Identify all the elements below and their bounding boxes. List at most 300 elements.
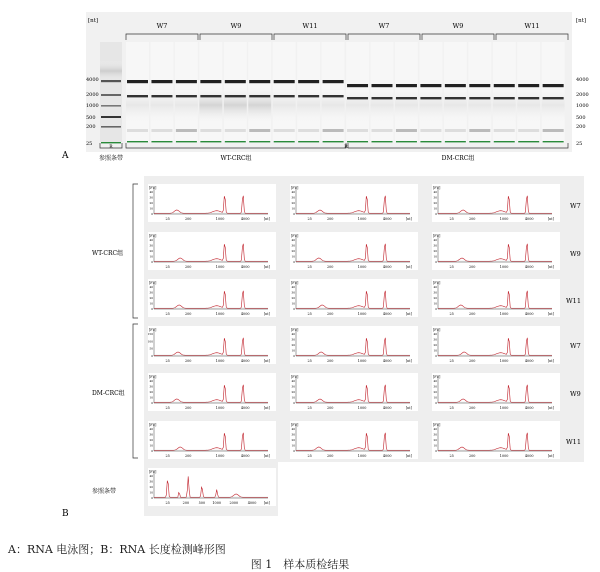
x-tick-label: 25 xyxy=(165,312,170,316)
panel-b-brackets xyxy=(133,184,138,458)
x-tick-label: 4000 xyxy=(524,312,534,316)
band-low xyxy=(543,129,564,132)
band-28s xyxy=(151,80,172,83)
y-tick-label: 30 xyxy=(433,290,437,295)
x-tick-label: 4000 xyxy=(382,312,392,316)
electropherogram-panel xyxy=(432,279,560,317)
electropherogram-panel xyxy=(432,421,560,459)
band-low xyxy=(396,129,417,132)
panel-b-ref-label: 参照条带 xyxy=(92,488,117,495)
y-tick-label: 40 xyxy=(433,238,437,242)
ladder-label-4000: 4000 xyxy=(86,77,99,83)
band-low xyxy=(469,129,490,132)
x-unit-label: [nt] xyxy=(548,359,554,363)
x-tick-label: 1000 xyxy=(499,217,509,221)
x-tick-label: 1000 xyxy=(499,265,509,269)
week-label-w7-dm: W7 xyxy=(378,22,390,30)
ladder-label-2000-right: 2000 xyxy=(576,92,589,98)
y-tick-label: 20 xyxy=(149,390,153,394)
y-tick-label: 30 xyxy=(149,432,153,437)
band-28s xyxy=(445,84,466,87)
band-marker xyxy=(396,141,417,142)
y-tick-label: 20 xyxy=(433,201,437,205)
band-28s xyxy=(518,84,539,87)
band-28s xyxy=(249,80,270,83)
x-tick-label: 25 xyxy=(449,265,454,269)
y-unit-label: [FU] xyxy=(149,234,157,238)
x-tick-label: 1000 xyxy=(499,359,509,363)
electropherogram-panel xyxy=(290,326,418,364)
y-unit-label: [FU] xyxy=(433,423,441,427)
panel-a-letter: A xyxy=(62,151,69,161)
y-tick-label: 30 xyxy=(433,195,437,200)
y-tick-label: 20 xyxy=(433,249,437,253)
x-tick-label: 1000 xyxy=(215,217,225,221)
x-tick-label: 25 xyxy=(449,406,454,410)
band-28s xyxy=(494,84,515,87)
y-tick-label: 20 xyxy=(433,343,437,347)
panel-b xyxy=(62,176,584,519)
figure-title: 图 1 样本质检结果 xyxy=(250,558,350,571)
week-label-w11-dm: W11 xyxy=(524,22,540,30)
y-tick-label: 30 xyxy=(291,290,295,295)
x-tick-label: 200 xyxy=(326,265,334,269)
y-unit-label: [FU] xyxy=(433,186,441,190)
band-low xyxy=(372,129,393,132)
x-tick-label: 25 xyxy=(449,312,454,316)
y-tick-label: 10 xyxy=(433,254,437,259)
x-unit-label: [nt] xyxy=(406,265,412,269)
x-tick-label: 25 xyxy=(307,406,312,410)
ladder-label-25: 25 xyxy=(86,141,93,147)
band-28s xyxy=(323,80,344,83)
x-tick-label: 25 xyxy=(165,217,170,221)
band-18s xyxy=(494,97,515,99)
x-tick-label: 1000 xyxy=(499,406,509,410)
gel-lane-sample xyxy=(468,42,491,142)
x-tick-label: 200 xyxy=(326,312,334,316)
band-18s xyxy=(127,95,148,97)
band-low xyxy=(225,129,246,132)
y-tick-label: 10 xyxy=(291,395,295,400)
x-tick-label: 4000 xyxy=(382,406,392,410)
week-label-w9-wt: W9 xyxy=(230,22,242,30)
y-tick-label: 20 xyxy=(291,201,295,205)
band-18s xyxy=(445,97,466,99)
y-unit-label: [FU] xyxy=(433,234,441,238)
gel-lane-sample xyxy=(199,42,222,142)
band-28s xyxy=(127,80,148,83)
band-marker xyxy=(274,141,295,142)
x-tick-label: 1000 xyxy=(499,312,509,316)
y-tick-label: 40 xyxy=(433,379,437,383)
y-tick-label: 40 xyxy=(433,190,437,194)
x-tick-label: 25 xyxy=(165,501,170,505)
band-marker xyxy=(494,141,515,142)
y-tick-label: 40 xyxy=(291,379,295,383)
x-tick-label: 1000 xyxy=(357,454,367,458)
y-tick-label: 20 xyxy=(149,438,153,442)
x-tick-label: 1000 xyxy=(357,217,367,221)
band-18s xyxy=(372,97,393,99)
y-tick-label: 40 xyxy=(291,332,295,336)
x-tick-label: 200 xyxy=(468,359,476,363)
x-tick-label: 4000 xyxy=(382,454,392,458)
bracket-b-wt xyxy=(133,184,138,318)
ladder-label-1000-right: 1000 xyxy=(576,103,589,109)
band-marker xyxy=(323,141,344,142)
y-tick-label: 10 xyxy=(149,490,153,495)
band-marker xyxy=(469,141,490,142)
panel-b-group-wt: WT-CRC组 xyxy=(92,250,124,257)
x-tick-label: 4000 xyxy=(240,265,250,269)
y-tick-label: 10 xyxy=(149,301,153,306)
y-tick-label: 40 xyxy=(433,332,437,336)
x-tick-label: 1000 xyxy=(357,406,367,410)
electropherogram-panel xyxy=(290,184,418,222)
band-marker xyxy=(372,141,393,142)
y-tick-label: 100 xyxy=(147,339,153,344)
electropherogram-panel xyxy=(148,184,276,222)
x-tick-label: 200 xyxy=(468,454,476,458)
week-label-w7-wt: W7 xyxy=(156,22,168,30)
x-tick-label: 4000 xyxy=(524,265,534,269)
x-unit-label: [nt] xyxy=(548,312,554,316)
x-tick-label: 200 xyxy=(326,359,334,363)
y-tick-label: 20 xyxy=(291,438,295,442)
y-tick-label: 0 xyxy=(435,212,437,216)
band-marker xyxy=(225,141,246,142)
y-tick-label: 30 xyxy=(149,195,153,200)
gel-lane-sample xyxy=(175,42,198,142)
band-18s xyxy=(225,95,246,97)
y-tick-label: 0 xyxy=(151,307,153,311)
x-tick-label: 1000 xyxy=(215,406,225,410)
y-tick-label: 30 xyxy=(433,337,437,342)
y-tick-label: 10 xyxy=(291,348,295,353)
gel-lane-sample xyxy=(150,42,173,142)
band-low xyxy=(494,129,515,132)
electropherogram-panel xyxy=(432,326,560,364)
y-tick-label: 30 xyxy=(149,479,153,484)
band-marker xyxy=(445,141,466,142)
x-tick-label: 200 xyxy=(468,406,476,410)
electropherogram-panel xyxy=(432,184,560,222)
band-low xyxy=(151,129,172,132)
row-label-w7-dm: W7 xyxy=(570,342,581,350)
x-tick-label: 1000 xyxy=(215,265,225,269)
band-marker xyxy=(518,141,539,142)
ladder-band xyxy=(101,126,121,128)
x-tick-label: 1000 xyxy=(357,265,367,269)
x-tick-label: 200 xyxy=(468,217,476,221)
electropherogram-panel xyxy=(148,232,276,270)
x-tick-label: 200 xyxy=(326,406,334,410)
band-low xyxy=(298,129,319,132)
x-tick-label: 1000 xyxy=(357,312,367,316)
y-tick-label: 40 xyxy=(149,474,153,478)
ref-lane-label: 参照条带 xyxy=(98,155,124,162)
ladder-label-500-right: 500 xyxy=(576,115,586,121)
y-tick-label: 10 xyxy=(433,206,437,211)
y-tick-label: 10 xyxy=(433,301,437,306)
y-unit-label: [FU] xyxy=(433,328,441,332)
y-tick-label: 0 xyxy=(435,260,437,264)
panel-b-group-dm: DM-CRC组 xyxy=(92,390,125,397)
gel-lane-sample xyxy=(395,42,418,142)
y-tick-label: 50 xyxy=(149,346,153,351)
y-tick-label: 10 xyxy=(291,206,295,211)
y-tick-label: 0 xyxy=(293,307,295,311)
x-tick-label: 500 xyxy=(198,501,206,505)
gel-lane-sample xyxy=(371,42,394,142)
x-tick-label: 4000 xyxy=(240,312,250,316)
gel-lane-sample xyxy=(126,42,149,142)
y-tick-label: 10 xyxy=(433,348,437,353)
x-tick-label: 1000 xyxy=(215,359,225,363)
band-18s xyxy=(469,97,490,99)
y-tick-label: 0 xyxy=(293,354,295,358)
x-tick-label: 4000 xyxy=(524,359,534,363)
y-tick-label: 40 xyxy=(149,285,153,289)
gel-lane-sample xyxy=(273,42,296,142)
x-tick-label: 25 xyxy=(165,454,170,458)
x-unit-label: [nt] xyxy=(264,359,270,363)
row-label-w9-dm: W9 xyxy=(570,390,581,398)
band-low xyxy=(274,129,295,132)
band-low xyxy=(127,129,148,132)
ladder-label-4000-right: 4000 xyxy=(576,77,589,83)
gel-lane-sample xyxy=(444,42,467,142)
band-marker xyxy=(151,141,172,142)
y-tick-label: 20 xyxy=(149,296,153,300)
y-unit-label: [FU] xyxy=(149,470,157,474)
x-tick-label: 25 xyxy=(449,359,454,363)
band-marker xyxy=(420,141,441,142)
y-tick-label: 30 xyxy=(149,243,153,248)
ladder-label-200-right: 200 xyxy=(576,124,586,130)
y-tick-label: 0 xyxy=(293,449,295,453)
y-unit-label: [FU] xyxy=(291,423,299,427)
electropherogram-grid xyxy=(148,184,560,506)
band-marker xyxy=(249,141,270,142)
x-tick-label: 25 xyxy=(449,217,454,221)
y-tick-label: 0 xyxy=(151,401,153,405)
y-tick-label: 20 xyxy=(433,296,437,300)
band-18s xyxy=(151,95,172,97)
y-tick-label: 20 xyxy=(149,485,153,489)
y-tick-label: 20 xyxy=(291,249,295,253)
electropherogram-panel xyxy=(148,279,276,317)
band-low xyxy=(200,129,221,132)
y-tick-label: 30 xyxy=(291,337,295,342)
band-28s xyxy=(176,80,197,83)
ladder-label-25-right: 25 xyxy=(576,141,583,147)
panel-a-unit-left: [nt] xyxy=(88,18,99,24)
gel-lane-ref xyxy=(100,42,122,143)
band-marker xyxy=(176,141,197,142)
x-tick-label: 200 xyxy=(468,312,476,316)
y-unit-label: [FU] xyxy=(291,281,299,285)
y-tick-label: 30 xyxy=(433,243,437,248)
y-tick-label: 0 xyxy=(151,212,153,216)
band-28s xyxy=(469,84,490,87)
gel-lane-sample xyxy=(322,42,345,142)
x-tick-label: 4000 xyxy=(524,406,534,410)
y-tick-label: 0 xyxy=(151,260,153,264)
x-unit-label: [nt] xyxy=(264,217,270,221)
y-tick-label: 0 xyxy=(151,354,153,358)
x-tick-label: 4000 xyxy=(240,406,250,410)
ladder-band xyxy=(101,94,121,96)
band-marker xyxy=(298,141,319,142)
y-tick-label: 40 xyxy=(291,190,295,194)
x-unit-label: [nt] xyxy=(264,454,270,458)
band-28s xyxy=(225,80,246,83)
y-unit-label: [FU] xyxy=(149,186,157,190)
row-label-w9-wt: W9 xyxy=(570,250,581,258)
x-unit-label: [nt] xyxy=(264,406,270,410)
y-tick-label: 10 xyxy=(149,395,153,400)
week-label-w11-wt: W11 xyxy=(302,22,318,30)
band-18s xyxy=(176,95,197,97)
x-tick-label: 4000 xyxy=(382,359,392,363)
y-tick-label: 0 xyxy=(435,449,437,453)
x-tick-label: 4000 xyxy=(524,454,534,458)
x-tick-label: 1000 xyxy=(215,312,225,316)
y-tick-label: 10 xyxy=(291,254,295,259)
band-28s xyxy=(396,84,417,87)
x-tick-label: 25 xyxy=(165,359,170,363)
y-tick-label: 20 xyxy=(291,390,295,394)
ladder-label-500: 500 xyxy=(86,115,96,121)
panel-b-letter: B xyxy=(62,509,69,519)
ladder-labels-right xyxy=(576,77,589,147)
y-tick-label: 20 xyxy=(433,438,437,442)
band-18s xyxy=(518,97,539,99)
x-tick-label: 25 xyxy=(307,312,312,316)
y-unit-label: [FU] xyxy=(149,375,157,379)
ladder-label-200: 200 xyxy=(86,124,96,130)
band-28s xyxy=(420,84,441,87)
y-tick-label: 40 xyxy=(149,190,153,194)
y-unit-label: [FU] xyxy=(291,186,299,190)
electropherogram-panel xyxy=(290,421,418,459)
electropherogram-panel xyxy=(432,232,560,270)
x-unit-label: [nt] xyxy=(406,217,412,221)
x-unit-label: [nt] xyxy=(548,454,554,458)
band-low xyxy=(323,129,344,132)
band-low xyxy=(249,129,270,132)
band-marker xyxy=(543,141,564,142)
y-unit-label: [FU] xyxy=(149,328,157,332)
x-unit-label: [nt] xyxy=(264,312,270,316)
bracket-b-dm xyxy=(133,324,138,458)
y-unit-label: [FU] xyxy=(149,423,157,427)
band-28s xyxy=(372,84,393,87)
row-label-w11-wt: W11 xyxy=(566,297,581,305)
band-18s xyxy=(420,97,441,99)
band-18s xyxy=(298,95,319,97)
y-tick-label: 40 xyxy=(433,285,437,289)
x-tick-label: 4000 xyxy=(382,217,392,221)
y-tick-label: 30 xyxy=(291,432,295,437)
y-tick-label: 40 xyxy=(149,379,153,383)
panel-a xyxy=(61,12,589,162)
y-tick-label: 150 xyxy=(147,332,153,336)
y-tick-label: 10 xyxy=(291,443,295,448)
figure-subcaption: A：RNA 电泳图；B：RNA 长度检测峰形图 xyxy=(8,543,226,556)
y-unit-label: [FU] xyxy=(433,281,441,285)
band-18s xyxy=(200,95,221,97)
x-unit-label: [nt] xyxy=(406,359,412,363)
gel-lane-sample xyxy=(248,42,271,142)
gel-lane-sample xyxy=(419,42,442,142)
y-tick-label: 30 xyxy=(291,243,295,248)
y-tick-label: 0 xyxy=(435,354,437,358)
y-tick-label: 0 xyxy=(293,401,295,405)
gel-lane-sample xyxy=(517,42,540,142)
y-tick-label: 20 xyxy=(291,296,295,300)
y-tick-label: 40 xyxy=(291,427,295,431)
group-label-dm: DM-CRC组 xyxy=(441,155,475,162)
y-tick-label: 0 xyxy=(151,496,153,500)
y-tick-label: 40 xyxy=(149,427,153,431)
ladder-band xyxy=(101,105,121,107)
x-tick-label: 200 xyxy=(468,265,476,269)
x-tick-label: 25 xyxy=(307,359,312,363)
y-tick-label: 30 xyxy=(291,384,295,389)
band-28s xyxy=(298,80,319,83)
y-tick-label: 40 xyxy=(433,427,437,431)
x-tick-label: 25 xyxy=(307,265,312,269)
y-tick-label: 10 xyxy=(149,206,153,211)
lane-marker-mid: R xyxy=(344,145,348,150)
x-tick-label: 200 xyxy=(326,454,334,458)
x-tick-label: 4000 xyxy=(247,501,257,505)
y-tick-label: 40 xyxy=(149,238,153,242)
band-28s xyxy=(543,84,564,87)
x-tick-label: 25 xyxy=(165,265,170,269)
y-tick-label: 10 xyxy=(149,254,153,259)
ladder-band xyxy=(101,116,121,118)
x-tick-label: 2000 xyxy=(229,501,239,505)
y-tick-label: 10 xyxy=(291,301,295,306)
x-tick-label: 4000 xyxy=(524,217,534,221)
electropherogram-panel xyxy=(290,279,418,317)
x-tick-label: 200 xyxy=(184,265,192,269)
y-tick-label: 20 xyxy=(291,343,295,347)
electropherogram-panel xyxy=(432,373,560,411)
x-tick-label: 25 xyxy=(165,406,170,410)
x-tick-label: 200 xyxy=(184,217,192,221)
panel-a-unit-right: [nt] xyxy=(576,18,587,24)
y-tick-label: 20 xyxy=(149,249,153,253)
y-tick-label: 10 xyxy=(433,443,437,448)
x-tick-label: 4000 xyxy=(240,454,250,458)
x-tick-label: 1000 xyxy=(499,454,509,458)
gel-lane-sample xyxy=(346,42,369,142)
x-tick-label: 4000 xyxy=(240,359,250,363)
y-unit-label: [FU] xyxy=(291,328,299,332)
ladder-label-1000: 1000 xyxy=(86,103,99,109)
band-28s xyxy=(274,80,295,83)
x-tick-label: 25 xyxy=(307,454,312,458)
x-unit-label: [nt] xyxy=(548,217,554,221)
y-unit-label: [FU] xyxy=(149,281,157,285)
ladder-band xyxy=(101,80,121,82)
y-tick-label: 0 xyxy=(435,401,437,405)
